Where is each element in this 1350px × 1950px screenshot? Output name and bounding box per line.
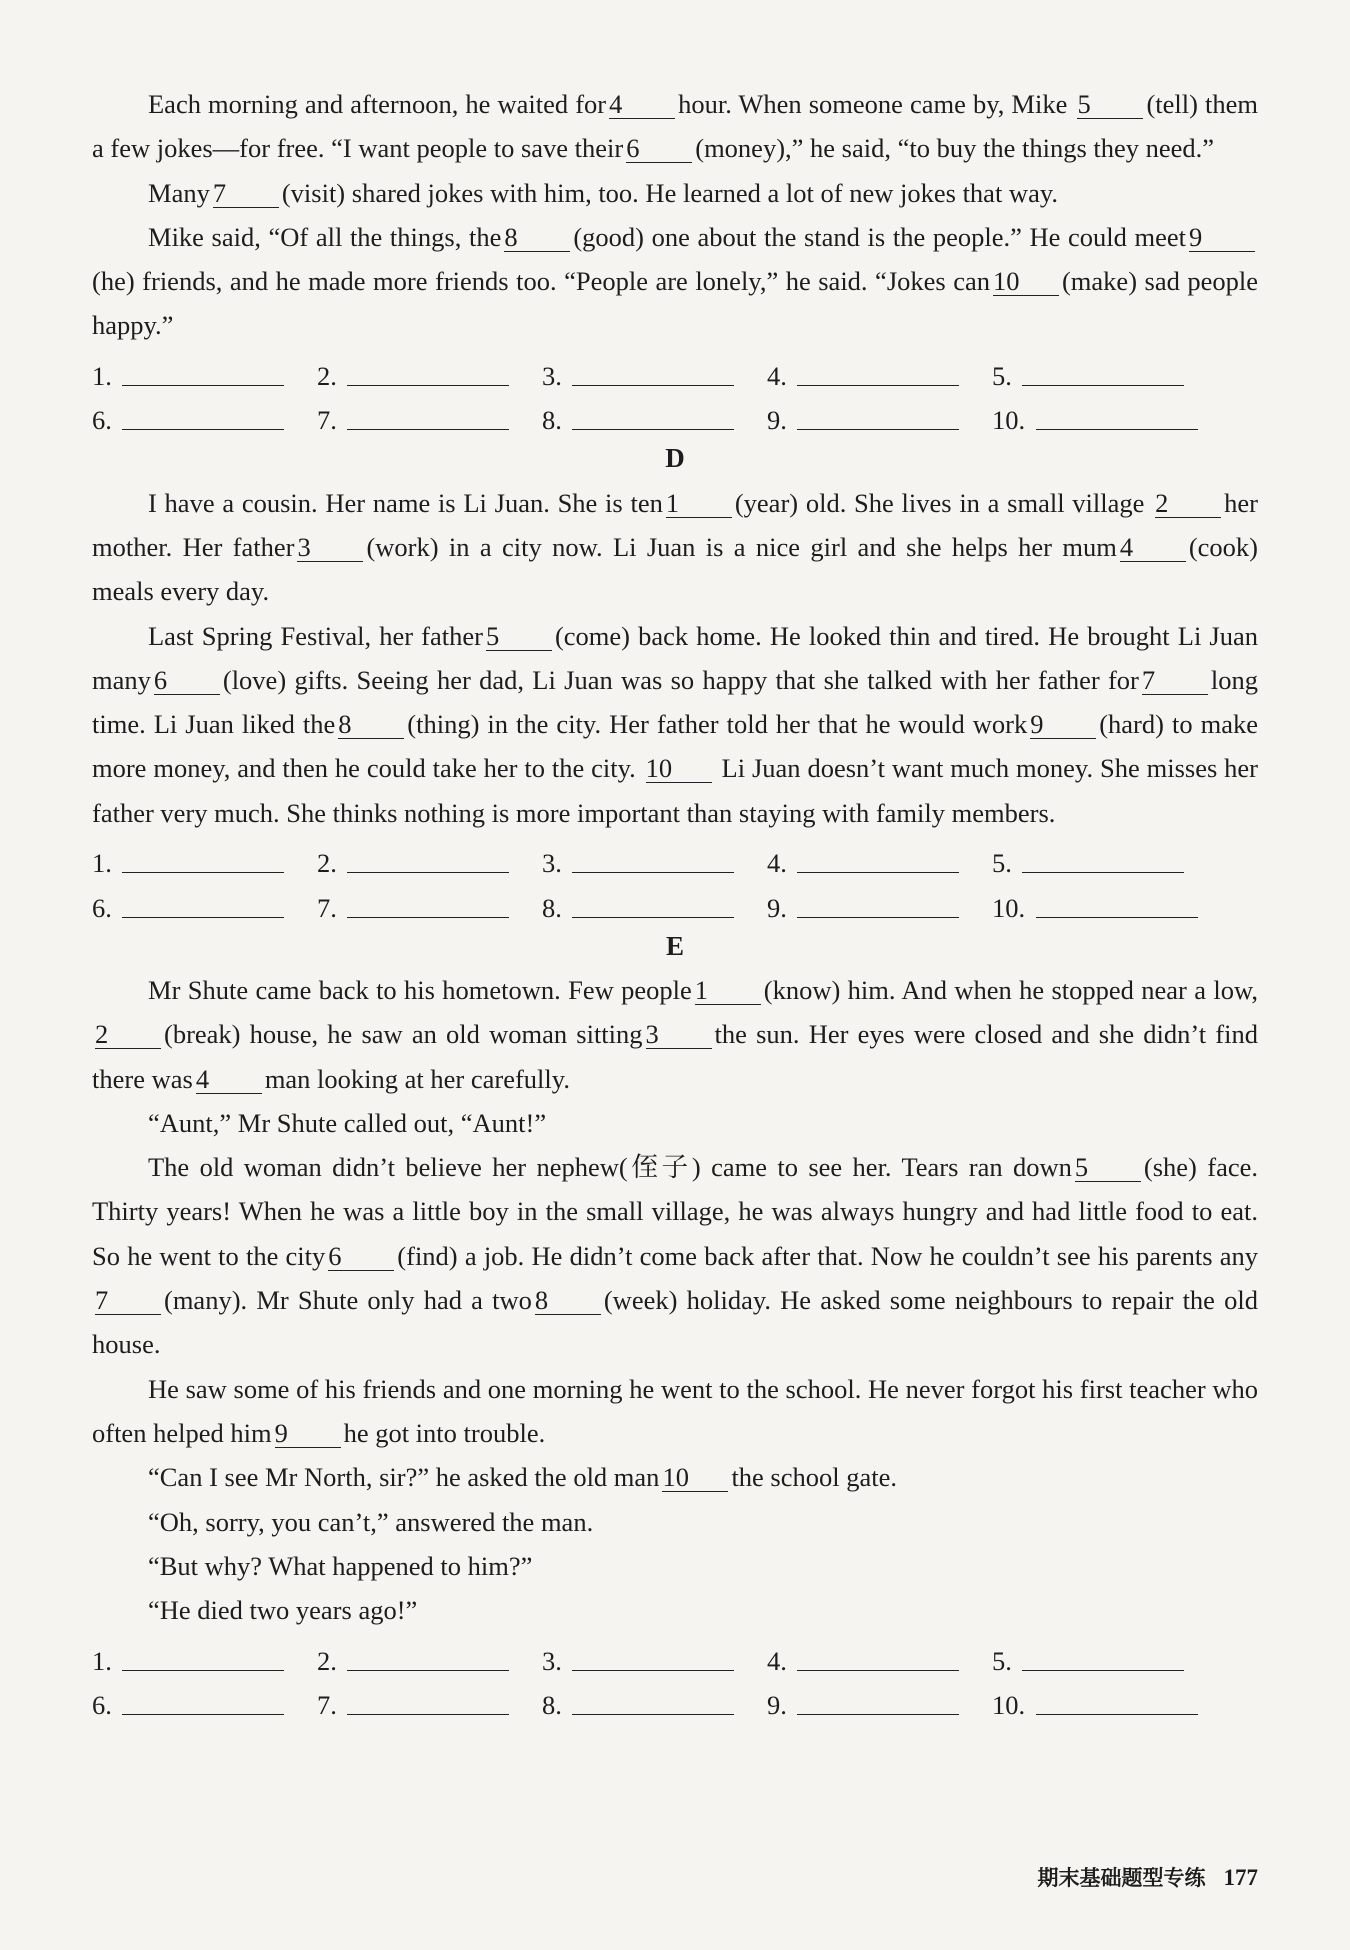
answer-slot[interactable]: 4.	[767, 846, 992, 879]
answer-row	[92, 1632, 1258, 1676]
answer-blank: 6	[328, 1242, 394, 1271]
passage-e-paragraph-3: The old woman didn’t believe her nephew(侄子) came to see her. Tears ran down 5 (she) face. Thirty years! When he was a little boy in the small village, he was always hungry and had little food to eat. So he went to the city 6 (find) a job. He didn’t come back after that. Now he couldn’t see his parents any7 (many). Mr Shute only had a two 8 (week) holiday. He asked some neighbours to repair the old house.	[92, 1152, 1258, 1360]
passage-e-paragraph-5: “Can I see Mr North, sir?” he asked the old man 10 the school gate.	[148, 1462, 898, 1493]
answer-blank: 9	[1189, 223, 1255, 252]
answer-row	[92, 348, 1258, 392]
answer-slot[interactable]: 3.	[542, 846, 767, 879]
answer-slot[interactable]: 8.	[542, 891, 767, 924]
answer-blank: 3	[646, 1020, 712, 1049]
answer-blank: 8	[504, 223, 570, 252]
answer-blank: 6	[626, 134, 692, 163]
answer-slot[interactable]: 2.	[317, 359, 542, 392]
answer-slot[interactable]: 10.	[992, 1688, 1217, 1721]
answer-blank: 6	[154, 666, 220, 695]
answer-blank: 2	[95, 1020, 161, 1049]
answer-slot[interactable]: 1.	[92, 1644, 317, 1677]
answer-blank: 10	[662, 1463, 728, 1492]
answer-blank: 2	[1155, 489, 1221, 518]
answer-slot[interactable]: 10.	[992, 403, 1217, 436]
answer-blank: 1	[695, 976, 761, 1005]
answer-slot[interactable]: 8.	[542, 403, 767, 436]
section-heading-d: D	[665, 443, 685, 474]
answer-blank: 4	[609, 90, 675, 119]
answer-row	[92, 879, 1258, 923]
passage-e-paragraph-4: He saw some of his friends and one morning he went to the school. He never forgot his first teacher who often helped him 9 he got into trouble.	[92, 1373, 1258, 1448]
answer-blank: 7	[95, 1286, 161, 1315]
passage-d-paragraph-1: I have a cousin. Her name is Li Juan. She is ten 1 (year) old. She lives in a small village 2 her mother. Her father 3 (work) in a city now. Li Juan is a nice girl and she helps her mum 4 (cook) meals every day.	[92, 487, 1258, 607]
answer-slot[interactable]: 10.	[992, 891, 1217, 924]
answer-slot[interactable]: 6.	[92, 891, 317, 924]
answer-slot[interactable]: 3.	[542, 1644, 767, 1677]
answer-slot[interactable]: 7.	[317, 891, 542, 924]
answer-blank: 4	[196, 1065, 262, 1094]
answer-slot[interactable]: 5.	[992, 359, 1217, 392]
passage-e-paragraph-2: “Aunt,” Mr Shute called out, “Aunt!”	[148, 1107, 547, 1138]
answer-slot[interactable]: 6.	[92, 1688, 317, 1721]
passage-c-paragraph-2: Many 7 (visit) shared jokes with him, too. He learned a lot of new jokes that way.	[148, 177, 1058, 208]
answer-slot[interactable]: 9.	[767, 1688, 992, 1721]
passage-e-paragraph-1: Mr Shute came back to his hometown. Few people 1 (know) him. And when he stopped near a low,2 (break) house, he saw an old woman sitting 3 the sun. Her eyes were closed and she didn’t find there was 4 man looking at her carefully.	[92, 974, 1258, 1094]
answer-slot[interactable]: 2.	[317, 1644, 542, 1677]
answer-row	[92, 392, 1258, 436]
answer-slot[interactable]: 3.	[542, 359, 767, 392]
answer-blank: 3	[297, 533, 363, 562]
passage-e-paragraph-6: “Oh, sorry, you can’t,” answered the man.	[148, 1506, 594, 1537]
answer-blank: 10	[646, 754, 712, 783]
answer-slot[interactable]: 6.	[92, 403, 317, 436]
passage-c-paragraph-1: Each morning and afternoon, he waited for 4 hour. When someone came by, Mike 5 (tell) them a few jokes—for free. “I want people to save their 6 (money),” he said, “to buy the things they need.”	[92, 89, 1258, 164]
answer-blank: 5	[486, 622, 552, 651]
answer-slot[interactable]: 5.	[992, 1644, 1217, 1677]
answer-blank: 4	[1120, 533, 1186, 562]
page-number: 177	[1223, 1865, 1258, 1890]
answer-slot[interactable]: 9.	[767, 891, 992, 924]
answer-row	[92, 835, 1258, 879]
answer-blank: 8	[338, 710, 404, 739]
answer-blank: 5	[1075, 1153, 1141, 1182]
answer-slot[interactable]: 4.	[767, 359, 992, 392]
answer-slot[interactable]: 9.	[767, 403, 992, 436]
passage-c-paragraph-3: Mike said, “Of all the things, the 8 (good) one about the stand is the people.” He could meet 9(he) friends, and he made more friends too. “People are lonely,” he said. “Jokes can 10 (make) sad people happy.”	[92, 221, 1258, 341]
page-footer	[1038, 1862, 1259, 1892]
answer-blank: 7	[213, 179, 279, 208]
passage-e-paragraph-7: “But why? What happened to him?”	[148, 1550, 533, 1581]
content	[92, 82, 1258, 1721]
answer-slot[interactable]: 5.	[992, 846, 1217, 879]
passage-e-paragraph-8: “He died two years ago!”	[148, 1595, 418, 1626]
answer-slot[interactable]: 1.	[92, 359, 317, 392]
footer-title: 期末基础题型专练	[1037, 1866, 1206, 1890]
answer-row	[92, 1677, 1258, 1721]
answer-blank: 9	[275, 1419, 341, 1448]
section-heading-e: E	[665, 930, 684, 961]
answer-blank: 1	[666, 489, 732, 518]
passage-d-paragraph-2: Last Spring Festival, her father 5 (come) back home. He looked thin and tired. He brought Li Juan many 6 (love) gifts. Seeing her dad, Li Juan was so happy that she talked with her father for 7 long time. Li Juan liked the 8 (thing) in the city. Her father told her that he would work 9 (hard) to make more money, and then he could take her to the city. 10 Li Juan doesn’t want much money. She misses her father very much. She thinks nothing is more important than staying with family members.	[92, 620, 1259, 828]
answer-blank: 10	[993, 267, 1059, 296]
answer-slot[interactable]: 7.	[317, 1688, 542, 1721]
answer-blank: 5	[1077, 90, 1143, 119]
answer-slot[interactable]: 8.	[542, 1688, 767, 1721]
answer-blank: 8	[535, 1286, 601, 1315]
answer-slot[interactable]: 1.	[92, 846, 317, 879]
answer-blank: 7	[1142, 666, 1208, 695]
answer-slot[interactable]: 2.	[317, 846, 542, 879]
answer-slot[interactable]: 7.	[317, 403, 542, 436]
answer-blank: 9	[1030, 710, 1096, 739]
answer-slot[interactable]: 4.	[767, 1644, 992, 1677]
